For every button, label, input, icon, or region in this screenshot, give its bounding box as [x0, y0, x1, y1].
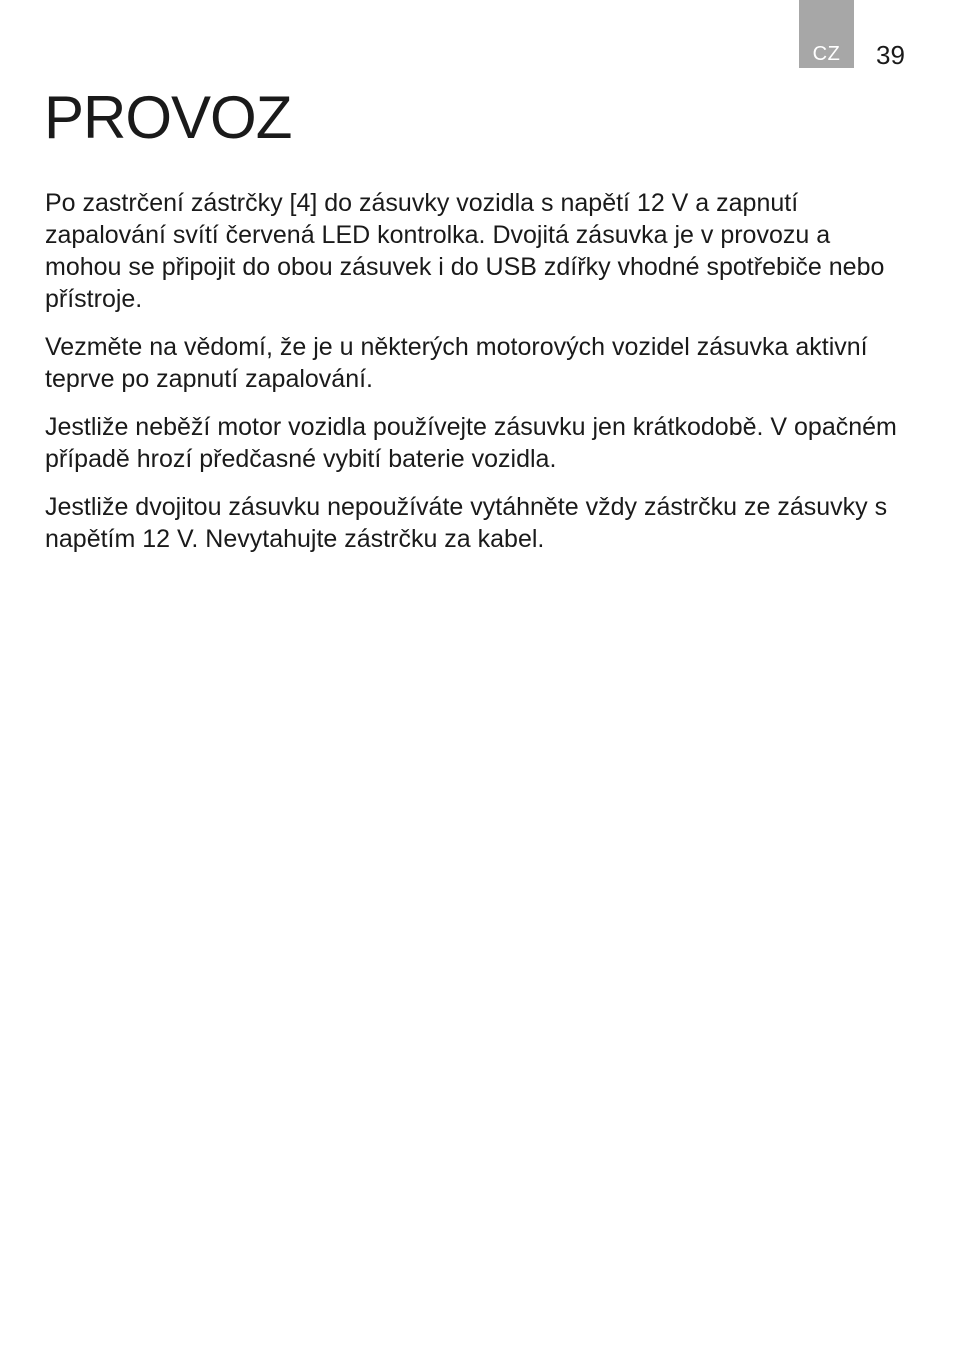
paragraph-1: Po zastrčení zástrčky [4] do zásuvky vozidla s napětí 12 V a zapnutí zapalování svítí červená LED kontrolka. Dvojitá zásuvka je v provozu a mohou se připojit do obou zásuvek i do USB zdířky vhodné spotřebiče nebo přístroje. — [45, 189, 885, 313]
paragraph-3: Jestliže neběží motor vozidla používejte zásuvku jen krátkodobě. V opačném případě hrozí předčasné vybití baterie vozidla. — [45, 413, 897, 473]
page-number: 39 — [876, 40, 905, 70]
body-text — [45, 187, 910, 571]
paragraph-4: Jestliže dvojitou zásuvku nepoužíváte vytáhněte vždy zástrčku ze zásuvky s napětím 12 V. Nevytahujte zástrčku za kabel. — [45, 493, 888, 553]
language-tab-label: CZ — [812, 43, 841, 65]
language-tab — [799, 0, 854, 68]
page-title: PROVOZ — [44, 84, 292, 151]
paragraph-2: Vezměte na vědomí, že je u některých motorových vozidel zásuvka aktivní teprve po zapnutí zapalování. — [45, 333, 868, 393]
